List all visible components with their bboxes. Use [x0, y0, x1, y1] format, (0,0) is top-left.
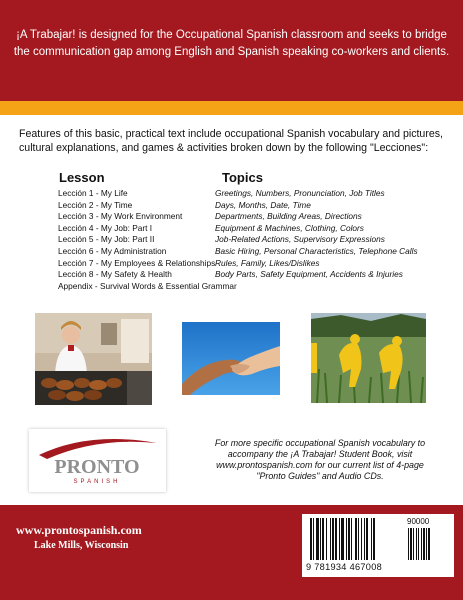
logo-name: PRONTO [54, 456, 140, 478]
topics-header: Topics [222, 170, 263, 185]
barcode-isbn: 9 781934 467008 [306, 562, 383, 572]
topic-item: Basic Hiring, Personal Characteristics, Telephone Calls [215, 245, 418, 256]
lesson-item: Lección 8 - My Safety & Health [58, 269, 172, 280]
topic-item: Body Parts, Safety Equipment, Accidents & Injuries [215, 269, 403, 280]
lesson-item: Appendix - Survival Words & Essential Grammar [58, 280, 237, 291]
topic-item: Departments, Building Areas, Directions [215, 211, 362, 222]
handshake-photo [182, 322, 280, 395]
lesson-item: Lección 4 - My Job: Part I [58, 222, 153, 233]
topic-item: Greetings, Numbers, Pronunciation, Job Titles [215, 188, 385, 198]
lesson-item: Lección 2 - My Time [58, 199, 133, 210]
topic-list [215, 188, 418, 281]
barcode-price-code: 90000 [407, 517, 430, 526]
lesson-header: Lesson [59, 170, 105, 185]
website-url: www.prontospanish.com [16, 523, 142, 537]
barcode [302, 514, 454, 577]
orange-stripe [0, 101, 463, 115]
topic-item: Equipment & Machines, Clothing, Colors [215, 222, 364, 233]
info-text: For more specific occupational Spanish vocabulary to accompany the ¡A Trabajar! Student Book, visit www.prontospanish.com for our current list of 4-page "Pronto Guides" and Audio CDs. [214, 438, 426, 481]
city-text: Lake Mills, Wisconsin [34, 540, 129, 551]
intro-text: Features of this basic, practical text include occupational Spanish vocabulary and pictures, cultural explanations, and games & activities broken down by the following "Lecciones": [19, 128, 443, 154]
lesson-item: Lección 1 - My Life [58, 188, 128, 198]
pronto-logo [29, 429, 166, 492]
logo-sub: SPANISH [73, 479, 121, 485]
lesson-item: Lección 6 - My Administration [58, 245, 167, 256]
lesson-item: Lección 7 - My Employees & Relationships [58, 257, 216, 268]
topic-item: Job-Related Actions, Supervisory Expressions [215, 234, 385, 245]
field-workers-photo [311, 313, 426, 403]
topic-item: Rules, Family, Likes/Dislikes [215, 257, 320, 268]
lesson-list [58, 188, 237, 292]
chef-photo [35, 313, 152, 405]
lesson-item: Lección 3 - My Work Environment [58, 211, 183, 222]
tagline: ¡A Trabajar! is designed for the Occupational Spanish classroom and seeks to bridge the communication gap among English and Spanish speaking co-workers and clients. [13, 29, 450, 58]
topic-item: Days, Months, Date, Time [215, 199, 311, 210]
lesson-item: Lección 5 - My Job: Part II [58, 234, 155, 245]
